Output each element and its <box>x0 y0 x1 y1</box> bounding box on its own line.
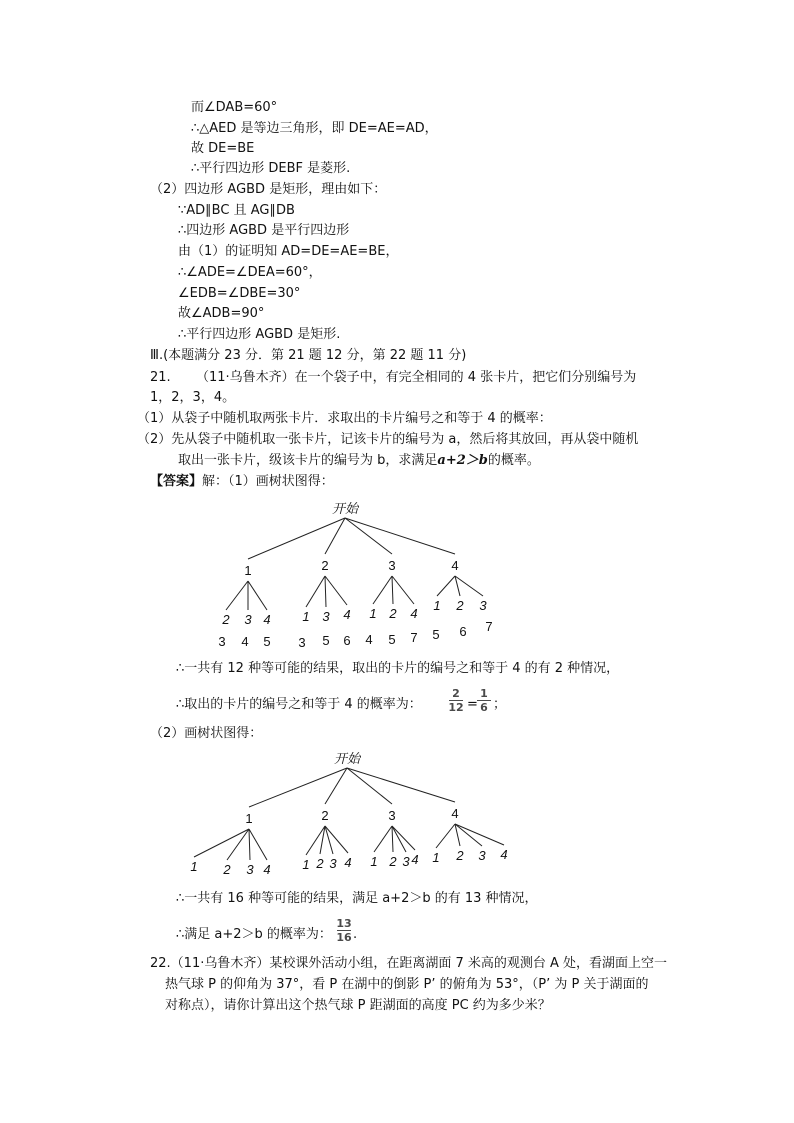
tree-leaf-2: 2 <box>389 854 397 869</box>
tree-leaf-3: 3 <box>478 848 486 863</box>
result-line-3: ∴一共有 16 种等可能的结果，满足 a+2＞b 的有 13 种情况， <box>176 891 538 906</box>
tree-sum-3: 3 <box>298 635 306 650</box>
tree-leaf-2: 2 <box>222 612 230 627</box>
tree-branch-line <box>227 829 249 860</box>
fraction-numerator: 13 <box>336 917 352 930</box>
tree-node-2: 2 <box>321 808 329 823</box>
tree-leaf-4: 4 <box>343 607 351 622</box>
q21-number: 21. <box>150 370 171 385</box>
tree-branch-line <box>347 768 455 802</box>
tree-sum-5: 5 <box>388 632 396 647</box>
tree-leaf-2: 2 <box>316 856 324 871</box>
tree-branch-line <box>249 829 250 860</box>
proof-line-12: ∴平行四边形 AGBD 是矩形. <box>178 327 341 342</box>
tree-branch-line <box>347 768 392 804</box>
tree-sum-4: 4 <box>365 632 373 647</box>
proof-line-8: 由（1）的证明知 AD=DE=AE=BE， <box>178 244 399 259</box>
proof-line-5: （2）四边形 AGBD 是矩形，理由如下： <box>150 182 387 197</box>
tree-node-4: 4 <box>451 806 459 821</box>
inequality-expression: a+2＞b <box>437 453 488 468</box>
answer-tag: 【答案】 <box>150 474 203 489</box>
tree-sum-7: 7 <box>485 619 493 634</box>
result-line-1: ∴一共有 12 种等可能的结果，取出的卡片的编号之和等于 4 的有 2 种情况， <box>176 661 620 676</box>
tree-leaf-4: 4 <box>411 852 419 867</box>
tree-start-label: 开始 <box>333 751 361 766</box>
tree-leaf-4: 4 <box>410 606 418 621</box>
fraction-denominator: 12 <box>448 701 464 714</box>
result-line-4: ∴满足 a+2＞b 的概率为： <box>176 927 332 942</box>
tree-node-3: 3 <box>388 558 396 573</box>
part2-heading: （2）画树状图得： <box>150 726 263 741</box>
proof-line-9: ∴∠ADE=∠DEA=60°， <box>178 265 322 280</box>
tree-leaf-3: 3 <box>322 609 330 624</box>
proof-line-11: 故∠ADB=90° <box>178 306 265 321</box>
tree-leaf-2: 2 <box>389 606 397 621</box>
tree-sum-5: 5 <box>322 633 330 648</box>
q22-line-1: 22.（11·乌鲁木齐）某校课外活动小组，在距离湖面 7 米高的观测台 A 处，看湖面上空一 <box>150 956 668 971</box>
fraction-13-16 <box>334 918 354 943</box>
q22-line-2: 热气球 P 的仰角为 37°，看 P 在湖中的倒影 P’ 的俯角为 53°，（P’ 为 P 关于湖面的 <box>165 977 649 992</box>
tree-leaf-1: 1 <box>302 609 310 624</box>
q21-part2-a: （2）先从袋子中随机取一张卡片，记该卡片的编号为 a，然后将其放回，再从袋中随机 <box>137 432 639 447</box>
tree-leaf-1: 1 <box>190 859 198 874</box>
tree-branch-line <box>455 824 504 845</box>
tree-sum-5: 5 <box>263 634 271 649</box>
tree-leaf-3: 3 <box>246 862 254 877</box>
tree-sum-4: 4 <box>241 634 249 649</box>
tree-leaf-3: 3 <box>244 612 252 627</box>
tree-node-2: 2 <box>321 558 329 573</box>
tree-branch-line <box>249 768 347 807</box>
tree-leaf-1: 1 <box>302 857 310 872</box>
proof-line-3: 故 DE=BE <box>191 141 255 156</box>
period: . <box>353 927 358 942</box>
proof-line-7: ∴四边形 AGBD 是平行四边形 <box>178 223 350 238</box>
fraction-numerator: 1 <box>480 687 488 700</box>
tree-leaf-4: 4 <box>263 612 271 627</box>
tree-node-4: 4 <box>451 558 459 573</box>
q21-part2-b-pre: 取出一张卡片，级该卡片的编号为 b，求满足 <box>178 453 438 468</box>
tree-branch-line <box>392 826 393 852</box>
tree-leaf-2: 2 <box>456 598 464 613</box>
tree-leaf-3: 3 <box>329 856 337 871</box>
q21-part2-b-post: 的概率。 <box>487 453 540 468</box>
equals-sign: = <box>467 697 478 712</box>
q21-stem-a: （11·乌鲁木齐）在一个袋子中，有完全相同的 4 张卡片，把它们分别编号为 <box>196 370 637 385</box>
tree-leaf-3: 3 <box>402 854 410 869</box>
tree-branch-line <box>249 829 267 860</box>
tree-leaf-2: 2 <box>223 862 231 877</box>
fraction-numerator: 2 <box>452 687 460 700</box>
tree-start-label: 开始 <box>331 501 359 516</box>
proof-line-2: ∴△AED 是等边三角形，即 DE=AE=AD， <box>191 121 438 136</box>
answer-text: 解：（1）画树状图得： <box>202 474 334 489</box>
tree-branch-line <box>325 768 347 804</box>
tree-leaf-1: 1 <box>370 854 378 869</box>
tree-leaf-4: 4 <box>344 855 352 870</box>
tree-node-1: 1 <box>245 811 253 826</box>
proof-line-1: 而∠DAB=60° <box>191 100 278 115</box>
tree-leaf-1: 1 <box>433 598 441 613</box>
fraction-denominator: 6 <box>480 701 488 714</box>
tree-node-1: 1 <box>244 563 252 578</box>
result-line-2: ∴取出的卡片的编号之和等于 4 的概率为： <box>176 697 422 712</box>
tree-sum-6: 6 <box>343 633 351 648</box>
semicolon: ； <box>493 697 507 712</box>
tree-leaf-4: 4 <box>500 847 508 862</box>
section-header: Ⅲ.(本题满分 23 分．第 21 题 12 分，第 22 题 11 分) <box>150 348 467 363</box>
tree-leaf-3: 3 <box>479 598 487 613</box>
proof-line-4: ∴平行四边形 DEBF 是菱形. <box>191 161 351 176</box>
tree-leaf-1: 1 <box>369 606 377 621</box>
q21-stem-b: 1，2，3，4。 <box>150 390 236 405</box>
tree-branch-line <box>436 824 455 848</box>
proof-line-6: ∵AD∥BC 且 AG∥DB <box>178 203 295 218</box>
q21-part1: （1）从袋子中随机取两张卡片．求取出的卡片编号之和等于 4 的概率： <box>137 411 552 426</box>
tree-sum-3: 3 <box>218 634 226 649</box>
tree-leaf-1: 1 <box>432 850 440 865</box>
tree-sum-7: 7 <box>410 630 418 645</box>
proof-line-10: ∠EDB=∠DBE=30° <box>178 286 301 301</box>
tree-branch-line <box>194 829 249 857</box>
tree-leaf-4: 4 <box>263 862 271 877</box>
tree-leaf-2: 2 <box>456 848 464 863</box>
q22-line-3: 对称点），请你计算出这个热气球 P 距湖面的高度 PC 约为多少米？ <box>165 998 551 1013</box>
tree-node-3: 3 <box>388 808 396 823</box>
tree-sum-5: 5 <box>432 627 440 642</box>
tree-sum-6: 6 <box>459 624 467 639</box>
tree-branch-line <box>374 826 392 852</box>
fraction-denominator: 16 <box>336 931 352 944</box>
